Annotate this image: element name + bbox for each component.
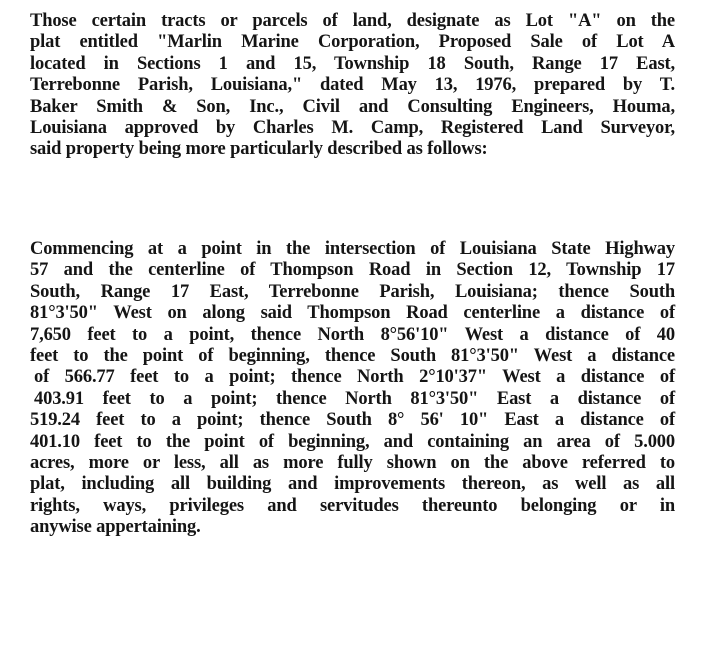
text-line: said property being more particularly described as follows: — [30, 139, 488, 160]
text-line: 401.10 feet to the point of beginning, and containing an area of 5.000 — [30, 431, 675, 452]
text-line: plat, including all building and improvements thereon, as well as all — [30, 474, 675, 495]
text-line: 81°3'50" West on along said Thompson Road centerline a distance of — [30, 303, 675, 324]
text-line: 519.24 feet to a point; thence South 8° 56' 10" East a distance of — [30, 410, 675, 431]
text-line: plat entitled "Marlin Marine Corporation, Proposed Sale of Lot A — [30, 32, 675, 53]
text-line: South, Range 17 East, Terrebonne Parish, Louisiana; thence South — [30, 281, 675, 302]
text-line: Terrebonne Parish, Louisiana," dated May 13, 1976, prepared by T. — [30, 75, 675, 96]
text-line: located in Sections 1 and 15, Township 18 South, Range 17 East, — [30, 53, 675, 74]
text-line: rights, ways, privileges and servitudes thereunto belonging or in — [30, 495, 675, 516]
text-line: 403.91 feet to a point; thence North 81°3'50" East a distance of — [34, 388, 675, 409]
text-line: Louisiana approved by Charles M. Camp, Registered Land Surveyor, — [30, 117, 675, 138]
legal-boundary-paragraph — [30, 239, 675, 538]
text-line: feet to the point of beginning, thence South 81°3'50" West a distance — [30, 345, 675, 366]
text-line: 57 and the centerline of Thompson Road in Section 12, Township 17 — [30, 260, 675, 281]
text-line: Those certain tracts or parcels of land, designate as Lot "A" on the — [30, 11, 675, 31]
property-description-paragraph — [30, 11, 675, 161]
text-line: of 566.77 feet to a point; thence North 2°10'37" West a distance of — [34, 367, 675, 388]
text-line: acres, more or less, all as more fully shown on the above referred to — [30, 452, 675, 473]
text-line: anywise appertaining. — [30, 517, 201, 538]
text-line: Baker Smith & Son, Inc., Civil and Consulting Engineers, Houma, — [30, 96, 675, 117]
text-line: 7,650 feet to a point, thence North 8°56'10" West a distance of 40 — [30, 324, 675, 345]
text-line: Commencing at a point in the intersection of Louisiana State Highway — [30, 239, 675, 259]
